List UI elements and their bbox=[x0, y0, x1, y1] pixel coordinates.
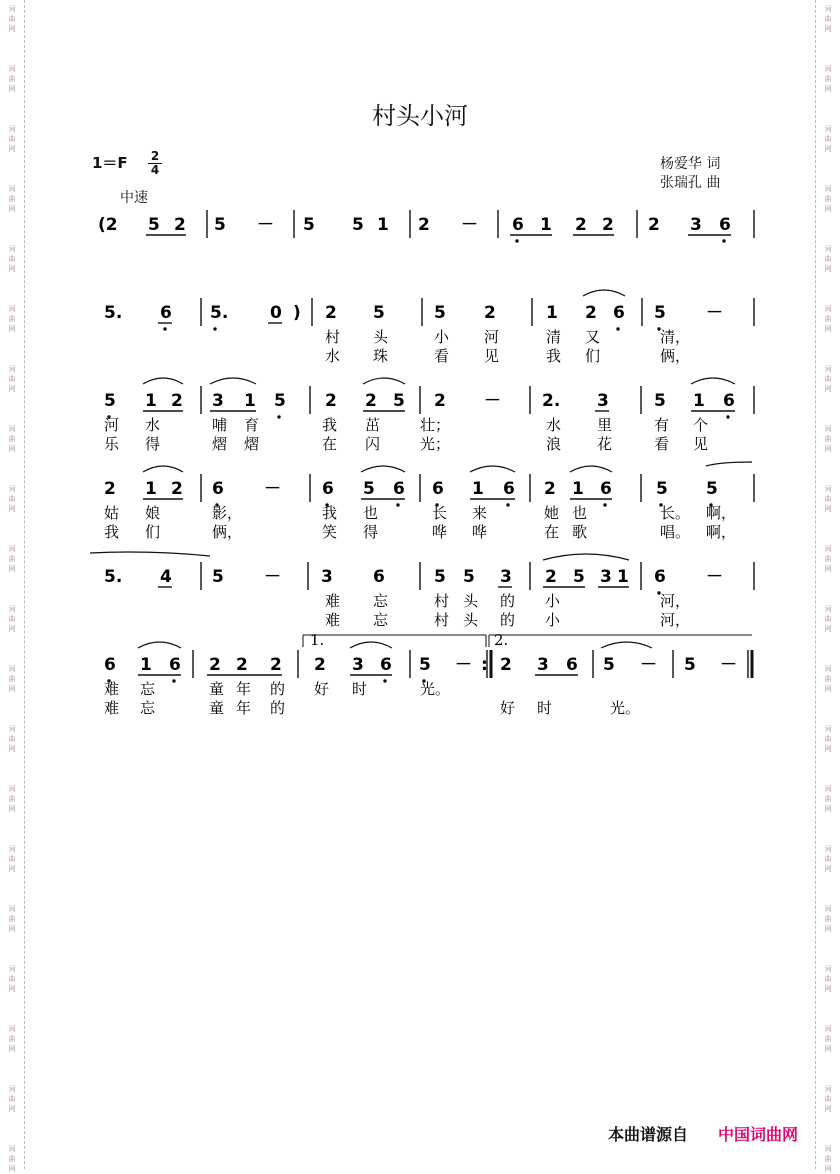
lyric-4-1-1: 忘 bbox=[373, 611, 389, 629]
lyric-1-1-2: 看 bbox=[434, 347, 450, 365]
low-octave-dot bbox=[172, 679, 175, 682]
watermark-left-0: 词 曲 网 bbox=[8, 5, 16, 33]
note-3-0-2: 2 bbox=[171, 479, 183, 499]
lyric-3-0-6: 来 bbox=[472, 504, 488, 522]
note-4-0-1: 4 bbox=[160, 567, 172, 587]
lyric-1-0-0: 村 bbox=[325, 328, 341, 346]
slur bbox=[361, 466, 405, 472]
lyric-5-1-0: 难 bbox=[104, 699, 120, 717]
lyric-4-0-4: 的 bbox=[500, 592, 516, 610]
note-0-3-0: 2 bbox=[418, 215, 430, 235]
watermark-left-13: 词 曲 网 bbox=[8, 785, 16, 813]
lyric-1-1-6: 俩， bbox=[660, 347, 691, 365]
watermark-right-0: 词 曲 网 bbox=[824, 5, 832, 33]
note-5-5-0: 5 bbox=[603, 655, 615, 675]
note-0-4-1: 1 bbox=[540, 215, 552, 235]
note-4-3-0: 5 bbox=[434, 567, 446, 587]
note-5-1-1: 2 bbox=[236, 655, 248, 675]
watermark-left-18: 词 曲 网 bbox=[8, 1085, 16, 1113]
meter-bottom: 4 bbox=[150, 163, 160, 177]
lyric-3-0-10: 啊， bbox=[706, 504, 737, 522]
watermark-right-2: 词 曲 网 bbox=[824, 125, 832, 153]
source-site: 中国词曲网 bbox=[718, 1125, 799, 1144]
lyric-3-1-1: 们 bbox=[145, 523, 161, 541]
note-1-4-0: 1 bbox=[546, 303, 558, 323]
watermark-right-1: 词 曲 网 bbox=[824, 65, 832, 93]
watermark-right-19: 词 曲 网 bbox=[824, 1145, 832, 1173]
lyric-2-0-10: 个 bbox=[693, 416, 709, 434]
note-4-2-0: 3 bbox=[321, 567, 333, 587]
lyric-3-0-9: 长。 bbox=[660, 504, 691, 522]
slur bbox=[143, 378, 183, 384]
note-1-1-1: 0 bbox=[270, 303, 282, 323]
low-octave-dot bbox=[213, 327, 216, 330]
lyric-1-1-0: 水 bbox=[325, 347, 341, 365]
lyric-5-1-2: 童 bbox=[209, 699, 225, 717]
lyric-2-0-3: 育 bbox=[244, 416, 260, 434]
note-5-4-1: 3 bbox=[537, 655, 549, 675]
slur bbox=[691, 378, 735, 384]
lyric-2-1-6: 光； bbox=[420, 435, 451, 453]
note-3-3-2: 6 bbox=[503, 479, 515, 499]
lyric-4-1-3: 头 bbox=[463, 611, 479, 629]
note-4-1-0: 5 bbox=[212, 567, 224, 587]
note-0-4-0: 6 bbox=[512, 215, 524, 235]
slur bbox=[570, 466, 612, 472]
lyric-5-0-6: 时 bbox=[352, 680, 368, 698]
note-0-0-0: (2 bbox=[98, 215, 118, 235]
slur bbox=[363, 378, 405, 384]
lyric-1-1-5: 们 bbox=[585, 347, 601, 365]
lyric-3-0-7: 她 bbox=[544, 504, 560, 522]
lyric-3-0-1: 娘 bbox=[145, 504, 161, 522]
note-2-1-2: 5 bbox=[274, 391, 286, 411]
watermark-left-8: 词 曲 网 bbox=[8, 485, 16, 513]
watermark-left-19: 词 曲 网 bbox=[8, 1145, 16, 1173]
song-title: 村头小河 bbox=[372, 102, 468, 130]
watermark-right-17: 词 曲 网 bbox=[824, 1025, 832, 1053]
lyric-5-1-5: 好 bbox=[500, 699, 516, 717]
slur bbox=[210, 378, 256, 384]
lyric-1-0-5: 又 bbox=[585, 328, 601, 346]
slur bbox=[543, 554, 629, 560]
note-3-4-2: 6 bbox=[600, 479, 612, 499]
lyric-4-1-2: 村 bbox=[434, 611, 450, 629]
lyricist-credit: 杨爱华 词 bbox=[660, 156, 721, 172]
watermark-left-4: 词 曲 网 bbox=[8, 245, 16, 273]
note-3-4-1: 1 bbox=[572, 479, 584, 499]
note-0-5-2: 6 bbox=[719, 215, 731, 235]
composer-credit: 张瑞孔 曲 bbox=[660, 175, 721, 191]
note-1-1-2: ) bbox=[293, 303, 301, 323]
note-3-3-1: 1 bbox=[472, 479, 484, 499]
watermark-right-7: 词 曲 网 bbox=[824, 425, 832, 453]
lyric-4-0-6: 河， bbox=[660, 592, 691, 610]
low-octave-dot bbox=[726, 415, 729, 418]
lyric-5-1-7: 光。 bbox=[610, 699, 641, 717]
slur bbox=[601, 642, 652, 648]
watermark-right-16: 词 曲 网 bbox=[824, 965, 832, 993]
note-1-3-1: 2 bbox=[484, 303, 496, 323]
note-0-1-0: 5 bbox=[214, 215, 226, 235]
note-5-2-1: 3 bbox=[352, 655, 364, 675]
slur bbox=[143, 466, 183, 472]
tie-out bbox=[706, 462, 752, 466]
note-2-2-0: 2 bbox=[325, 391, 337, 411]
meter-top: 2 bbox=[148, 150, 162, 164]
lyric-5-0-2: 童 bbox=[209, 680, 225, 698]
lyric-4-0-5: 小 bbox=[545, 592, 561, 610]
watermark-right-12: 词 曲 网 bbox=[824, 725, 832, 753]
note-5-1-2: 2 bbox=[270, 655, 282, 675]
watermark-right-5: 词 曲 网 bbox=[824, 305, 832, 333]
key-signature: 1＝F bbox=[92, 154, 128, 172]
low-octave-dot bbox=[383, 679, 386, 682]
lyric-2-0-2: 哺 bbox=[212, 416, 228, 434]
lyric-2-1-3: 熠 bbox=[244, 435, 260, 453]
lyric-1-0-6: 清， bbox=[660, 328, 691, 346]
note-0-2-0: 5 bbox=[303, 215, 315, 235]
lyric-4-0-0: 难 bbox=[325, 592, 341, 610]
lyric-3-0-2: 影， bbox=[212, 504, 243, 522]
note-1-5-1: － bbox=[706, 303, 723, 323]
lyric-3-1-4: 得 bbox=[363, 523, 379, 541]
lyric-5-1-1: 忘 bbox=[140, 699, 156, 717]
lyric-1-0-3: 河 bbox=[484, 328, 500, 346]
note-5-4-2: 6 bbox=[566, 655, 578, 675]
note-1-2-0: 2 bbox=[325, 303, 337, 323]
lyric-1-1-1: 珠 bbox=[373, 347, 389, 365]
lyric-3-0-5: 长 bbox=[432, 504, 448, 522]
lyric-5-1-6: 时 bbox=[537, 699, 553, 717]
note-0-0-2: 2 bbox=[174, 215, 186, 235]
lyric-2-1-0: 乐 bbox=[104, 435, 120, 453]
watermark-right-9: 词 曲 网 bbox=[824, 545, 832, 573]
volta-2-label: 2. bbox=[494, 631, 509, 649]
lyric-2-0-5: 茁 bbox=[365, 416, 381, 434]
watermark-left-6: 词 曲 网 bbox=[8, 365, 16, 393]
lyric-2-0-9: 有 bbox=[654, 416, 670, 434]
lyric-2-1-2: 熠 bbox=[212, 435, 228, 453]
lyric-3-1-10: 啊， bbox=[706, 523, 737, 541]
watermark-left-12: 词 曲 网 bbox=[8, 725, 16, 753]
low-octave-dot bbox=[722, 239, 725, 242]
lyric-3-1-5: 哗 bbox=[432, 523, 448, 541]
note-1-2-1: 5 bbox=[373, 303, 385, 323]
note-0-4-2: 2 bbox=[575, 215, 587, 235]
note-2-4-0: 2. bbox=[542, 391, 561, 411]
note-4-1-1: － bbox=[264, 567, 281, 587]
note-3-0-1: 1 bbox=[145, 479, 157, 499]
note-5-0-2: 6 bbox=[169, 655, 181, 675]
lyric-3-1-2: 俩， bbox=[212, 523, 243, 541]
note-2-0-2: 2 bbox=[171, 391, 183, 411]
watermark-left-5: 词 曲 网 bbox=[8, 305, 16, 333]
note-5-3-0: 5 bbox=[419, 655, 431, 675]
low-octave-dot bbox=[515, 239, 518, 242]
slur bbox=[350, 642, 392, 648]
lyric-4-1-0: 难 bbox=[325, 611, 341, 629]
lyric-5-0-0: 难 bbox=[104, 680, 120, 698]
low-octave-dot bbox=[506, 503, 509, 506]
lyric-2-1-5: 闪 bbox=[365, 435, 381, 453]
watermark-right-10: 词 曲 网 bbox=[824, 605, 832, 633]
lyric-2-1-7: 浪 bbox=[546, 435, 562, 453]
note-2-0-0: 5 bbox=[104, 391, 116, 411]
lyric-5-1-4: 的 bbox=[270, 699, 286, 717]
note-5-3-1: － bbox=[455, 655, 472, 675]
note-5-4-0: 2 bbox=[500, 655, 512, 675]
note-3-2-2: 6 bbox=[393, 479, 405, 499]
lyric-3-0-4: 也 bbox=[363, 504, 379, 522]
note-3-4-0: 2 bbox=[544, 479, 556, 499]
note-2-3-1: － bbox=[484, 391, 501, 411]
note-2-2-1: 2 bbox=[365, 391, 377, 411]
lyric-1-1-4: 我 bbox=[546, 347, 562, 365]
low-octave-dot bbox=[163, 327, 166, 330]
note-0-5-1: 3 bbox=[690, 215, 702, 235]
note-1-0-1: 6 bbox=[160, 303, 172, 323]
note-4-0-0: 5. bbox=[104, 567, 123, 587]
lyric-4-0-2: 村 bbox=[434, 592, 450, 610]
slur bbox=[138, 642, 181, 648]
lyric-3-1-3: 笑 bbox=[322, 523, 338, 541]
low-octave-dot bbox=[396, 503, 399, 506]
lyric-3-0-0: 姑 bbox=[104, 504, 120, 522]
note-5-2-2: 6 bbox=[380, 655, 392, 675]
lyric-1-0-2: 小 bbox=[434, 328, 450, 346]
note-2-0-1: 1 bbox=[145, 391, 157, 411]
note-4-3-1: 5 bbox=[463, 567, 475, 587]
lyric-2-1-8: 花 bbox=[597, 435, 613, 453]
note-0-3-1: － bbox=[461, 215, 478, 235]
note-0-2-1: 5 bbox=[352, 215, 364, 235]
watermark-left-1: 词 曲 网 bbox=[8, 65, 16, 93]
tie-in bbox=[90, 552, 210, 556]
note-5-0-0: 6 bbox=[104, 655, 116, 675]
lyric-4-0-3: 头 bbox=[463, 592, 479, 610]
note-2-3-0: 2 bbox=[434, 391, 446, 411]
watermark-left-3: 词 曲 网 bbox=[8, 185, 16, 213]
lyric-2-0-4: 我 bbox=[322, 416, 338, 434]
note-3-1-1: － bbox=[264, 479, 281, 499]
lyric-5-0-7: 光。 bbox=[420, 680, 451, 698]
lyric-1-1-3: 见 bbox=[484, 347, 500, 365]
lyric-2-0-8: 里 bbox=[597, 416, 613, 434]
lyric-3-0-3: 我 bbox=[322, 504, 338, 522]
low-octave-dot bbox=[277, 415, 280, 418]
lyric-3-1-7: 在 bbox=[544, 523, 560, 541]
lyric-4-1-5: 小 bbox=[545, 611, 561, 629]
watermark-left-15: 词 曲 网 bbox=[8, 905, 16, 933]
volta-1-label: 1. bbox=[310, 631, 325, 649]
watermark-right-11: 词 曲 网 bbox=[824, 665, 832, 693]
note-4-4-3: 1 bbox=[617, 567, 629, 587]
watermark-right-15: 词 曲 网 bbox=[824, 905, 832, 933]
lyric-1-0-1: 头 bbox=[373, 328, 389, 346]
watermark-left-14: 词 曲 网 bbox=[8, 845, 16, 873]
watermark-left-7: 词 曲 网 bbox=[8, 425, 16, 453]
lyric-3-0-8: 也 bbox=[572, 504, 588, 522]
lyric-4-0-1: 忘 bbox=[373, 592, 389, 610]
watermark-left-10: 词 曲 网 bbox=[8, 605, 16, 633]
watermark-left-2: 词 曲 网 bbox=[8, 125, 16, 153]
low-octave-dot bbox=[616, 327, 619, 330]
note-5-0-1: 1 bbox=[140, 655, 152, 675]
watermark-right-18: 词 曲 网 bbox=[824, 1085, 832, 1113]
note-2-4-1: 3 bbox=[597, 391, 609, 411]
note-3-5-0: 5 bbox=[656, 479, 668, 499]
note-3-2-0: 6 bbox=[322, 479, 334, 499]
note-0-0-1: 5 bbox=[148, 215, 160, 235]
note-1-3-0: 5 bbox=[434, 303, 446, 323]
lyric-4-1-6: 河， bbox=[660, 611, 691, 629]
note-2-5-0: 5 bbox=[654, 391, 666, 411]
lyric-3-1-9: 唱。 bbox=[660, 523, 691, 541]
lyric-2-0-7: 水 bbox=[546, 416, 562, 434]
slur bbox=[470, 466, 515, 472]
watermark-left-9: 词 曲 网 bbox=[8, 545, 16, 573]
lyric-3-1-6: 哗 bbox=[472, 523, 488, 541]
note-5-3-2: : bbox=[481, 655, 488, 675]
watermark-right-8: 词 曲 网 bbox=[824, 485, 832, 513]
lyric-5-1-3: 年 bbox=[236, 699, 252, 717]
lyric-4-1-4: 的 bbox=[500, 611, 516, 629]
watermark-left-16: 词 曲 网 bbox=[8, 965, 16, 993]
lyric-5-0-3: 年 bbox=[236, 680, 252, 698]
note-1-0-0: 5. bbox=[104, 303, 123, 323]
lyric-2-1-4: 在 bbox=[322, 435, 338, 453]
note-3-3-0: 6 bbox=[432, 479, 444, 499]
note-4-2-1: 6 bbox=[373, 567, 385, 587]
note-2-5-2: 6 bbox=[723, 391, 735, 411]
watermark-right-3: 词 曲 网 bbox=[824, 185, 832, 213]
note-1-4-2: 6 bbox=[613, 303, 625, 323]
watermark-left-11: 词 曲 网 bbox=[8, 665, 16, 693]
note-1-4-1: 2 bbox=[585, 303, 597, 323]
note-1-1-0: 5. bbox=[210, 303, 229, 323]
watermark-right-4: 词 曲 网 bbox=[824, 245, 832, 273]
source-label: 本曲谱源自 bbox=[608, 1125, 689, 1144]
lyric-1-0-4: 清 bbox=[546, 328, 562, 346]
note-5-2-0: 2 bbox=[314, 655, 326, 675]
note-2-1-1: 1 bbox=[244, 391, 256, 411]
note-2-5-1: 1 bbox=[693, 391, 705, 411]
note-4-4-1: 5 bbox=[573, 567, 585, 587]
note-5-5-1: － bbox=[640, 655, 657, 675]
note-0-4-3: 2 bbox=[602, 215, 614, 235]
note-1-5-0: 5 bbox=[654, 303, 666, 323]
lyric-5-0-4: 的 bbox=[270, 680, 286, 698]
note-2-1-0: 3 bbox=[212, 391, 224, 411]
watermark-right-14: 词 曲 网 bbox=[824, 845, 832, 873]
note-4-5-0: 6 bbox=[654, 567, 666, 587]
lyric-3-1-0: 我 bbox=[104, 523, 120, 541]
note-5-6-1: － bbox=[720, 655, 737, 675]
note-2-2-2: 5 bbox=[393, 391, 405, 411]
lyric-3-1-8: 歌 bbox=[572, 523, 588, 541]
note-0-1-1: － bbox=[257, 215, 274, 235]
watermark-right-6: 词 曲 网 bbox=[824, 365, 832, 393]
lyric-2-1-9: 看 bbox=[654, 435, 670, 453]
lyric-2-0-1: 水 bbox=[145, 416, 161, 434]
watermark-right-13: 词 曲 网 bbox=[824, 785, 832, 813]
note-3-5-1: 5 bbox=[706, 479, 718, 499]
note-0-5-0: 2 bbox=[648, 215, 660, 235]
slur bbox=[583, 290, 625, 296]
tempo-mark: 中速 bbox=[120, 190, 148, 206]
note-3-2-1: 5 bbox=[363, 479, 375, 499]
lyric-2-0-0: 河 bbox=[104, 416, 120, 434]
lyric-2-1-10: 见 bbox=[693, 435, 709, 453]
note-5-6-0: 5 bbox=[684, 655, 696, 675]
low-octave-dot bbox=[603, 503, 606, 506]
lyric-2-0-6: 壮； bbox=[420, 416, 451, 434]
lyric-2-1-1: 得 bbox=[145, 435, 161, 453]
note-4-5-1: － bbox=[706, 567, 723, 587]
watermark-left-17: 词 曲 网 bbox=[8, 1025, 16, 1053]
note-4-4-0: 2 bbox=[545, 567, 557, 587]
lyric-5-0-1: 忘 bbox=[140, 680, 156, 698]
note-4-4-2: 3 bbox=[600, 567, 612, 587]
note-5-1-0: 2 bbox=[209, 655, 221, 675]
note-3-1-0: 6 bbox=[212, 479, 224, 499]
note-0-2-2: 1 bbox=[377, 215, 389, 235]
lyric-5-0-5: 好 bbox=[314, 680, 330, 698]
note-4-3-2: 3 bbox=[500, 567, 512, 587]
note-3-0-0: 2 bbox=[104, 479, 116, 499]
